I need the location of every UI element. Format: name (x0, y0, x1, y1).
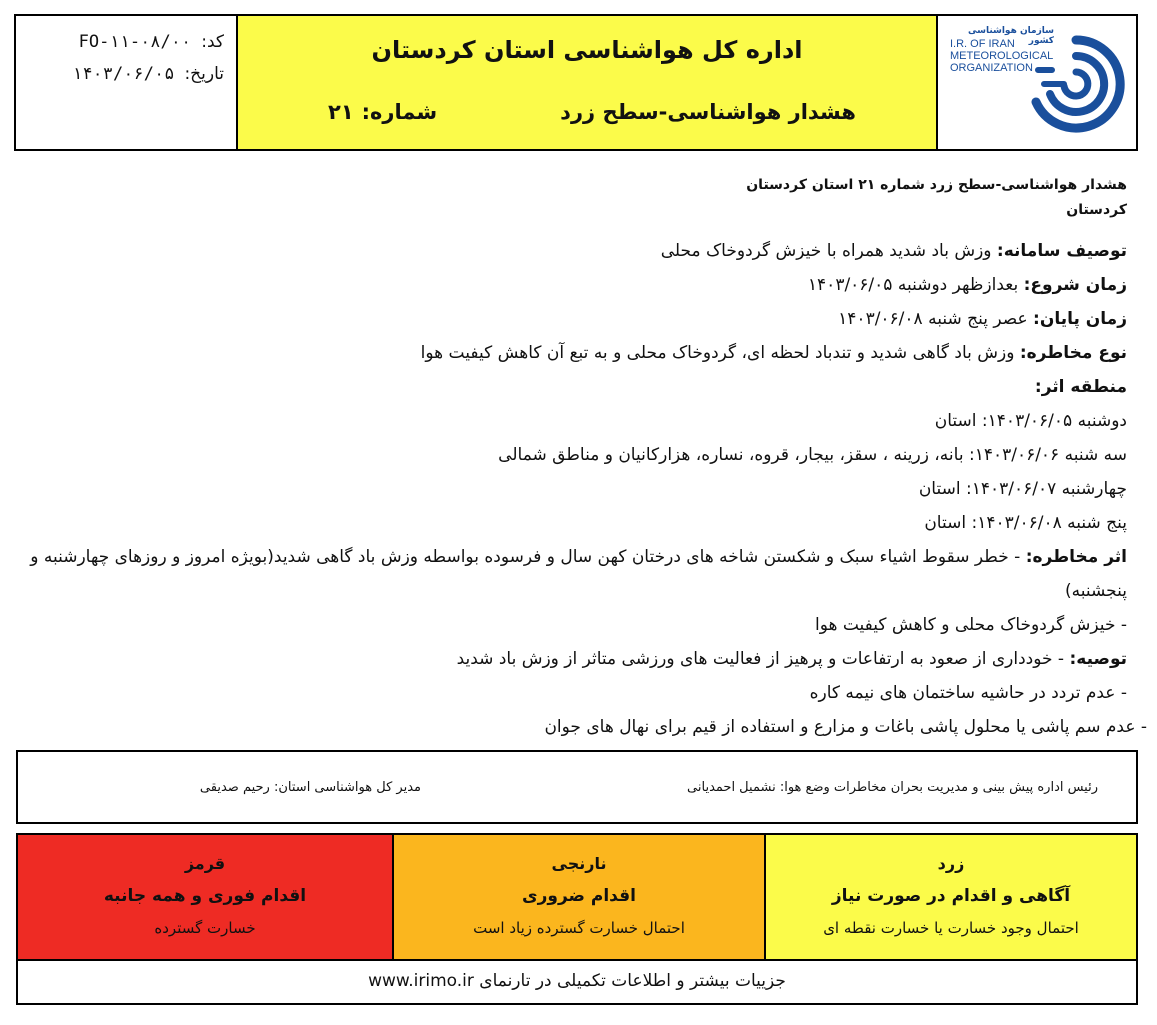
end-time (17, 302, 1127, 336)
logo-text-en-line: METEOROLOGICAL (950, 50, 1054, 62)
level-name: قرمز (184, 854, 226, 873)
effect-extra: - خیزش گردوخاک محلی و کاهش کیفیت هوا (814, 615, 1127, 635)
system-label: توصیف سامانه: (996, 241, 1127, 261)
warning-body (17, 170, 1147, 744)
level-name: نارنجی (551, 854, 607, 873)
end-value: عصر پنج شنبه ۱۴۰۳/۰۶/۰۸ (838, 309, 1028, 329)
document-header (14, 14, 1138, 151)
logo-text-fa: سازمان هواشناسی کشور (967, 26, 1054, 46)
start-label: زمان شروع: (1023, 275, 1127, 295)
area-label: منطقه اثر: (1034, 377, 1127, 397)
advice-extra-1: - عدم تردد در حاشیه ساختمان های نیمه کاره (809, 683, 1127, 703)
code-label: کد: (201, 32, 224, 52)
effect-value: - خطر سقوط اشیاء سبک و شکستن شاخه های درختان کهن سال و فرسوده بواسطه وزش باد گاهی شدید(بویژه امروز و روزهای چهارشنبه و پنجشنبه) (30, 547, 1127, 601)
level-action: آگاهی و اقدام در صورت نیاز (831, 886, 1071, 906)
level-description: احتمال خسارت گسترده زیاد است (473, 919, 685, 937)
level-red (18, 835, 392, 959)
advice-value: - خودداری از صعود به ارتفاعات و پرهیز از فعالیت های ورزشی متاثر از وزش باد شدید (456, 649, 1065, 669)
warning-level-title: هشدار هواشناسی-سطح زرد (560, 100, 856, 124)
warning-number-label: شماره: (361, 100, 438, 124)
code-row (79, 32, 224, 52)
code-value: FO-۱۱-۰۸/۰۰ (78, 32, 192, 52)
start-value: بعدازظهر دوشنبه ۱۴۰۳/۰۶/۰۵ (807, 275, 1019, 295)
level-action: اقدام ضروری (522, 886, 636, 906)
system-value: وزش باد شدید همراه با خیزش گردوخاک محلی (660, 241, 992, 261)
affected-area-heading (17, 370, 1127, 404)
forecast-head-name: نشمیل احمدیانی (687, 780, 776, 795)
end-label: زمان پایان: (1033, 309, 1127, 329)
logo-text-en-line: ORGANIZATION (950, 62, 1033, 74)
director-signature (200, 780, 421, 795)
warning-number-value: ۲۱ (328, 100, 354, 124)
date-label: تاریخ: (184, 64, 224, 84)
warning-number (328, 100, 437, 124)
warning-subject-continued: کردستان (1066, 202, 1127, 218)
director-label: مدیر کل هواشناسی استان: (273, 780, 421, 795)
org-title: اداره کل هواشناسی استان کردستان (371, 36, 803, 64)
hazard-value: وزش باد گاهی شدید و تندباد لحظه ای، گردوخاک محلی و به تبع آن کاهش کیفیت هوا (420, 343, 1015, 363)
logo-spiral-icon (1024, 32, 1128, 136)
level-description: خسارت گسترده (154, 919, 256, 937)
date-row (72, 64, 224, 84)
date-value: ۱۴۰۳/۰۶/۰۵ (72, 64, 175, 84)
area-day-3: چهارشنبه ۱۴۰۳/۰۶/۰۷: استان (918, 479, 1127, 499)
website-footer: جزییات بیشتر و اطلاعات تکمیلی در تارنمای www.irimo.ir (368, 971, 786, 991)
area-day-1: دوشنبه ۱۴۰۳/۰۶/۰۵: استان (934, 411, 1127, 431)
forecast-head-label: رئیس اداره پیش بینی و مدیریت بحران مخاطرات وضع هوا: (779, 780, 1098, 795)
header-title-panel (238, 16, 936, 149)
advice (17, 642, 1127, 676)
area-day-2: سه شنبه ۱۴۰۳/۰۶/۰۶: بانه، زرینه ، سقز، بیجار، قروه، نساره، هزارکانیان و مناطق شمالی (498, 445, 1127, 465)
area-day-4: پنج شنبه ۱۴۰۳/۰۶/۰۸: استان (924, 513, 1127, 533)
logo-text-en-line: I.R. OF IRAN (950, 38, 1015, 50)
advice-label: توصیه: (1069, 649, 1127, 669)
level-name: زرد (937, 854, 965, 873)
hazard-effect (17, 540, 1127, 608)
director-name: رحیم صدیقی (199, 780, 270, 795)
hazard-type (17, 336, 1127, 370)
start-time (17, 268, 1127, 302)
warning-level-legend (16, 833, 1138, 1005)
level-action: اقدام فوری و همه جانبه (103, 886, 307, 906)
level-yellow (764, 835, 1136, 959)
system-description (17, 234, 1127, 268)
hazard-label: نوع مخاطره: (1019, 343, 1127, 363)
level-orange (392, 835, 764, 959)
advice-extra-2: - عدم سم پاشی یا محلول پاشی باغات و مزارع و استفاده از قیم برای نهال های جوان (544, 717, 1147, 737)
level-description: احتمال وجود خسارت یا خسارت نقطه ای (823, 919, 1079, 937)
document-meta (16, 16, 238, 149)
effect-label: اثر مخاطره: (1025, 547, 1127, 567)
level-cards (18, 835, 1136, 961)
forecast-head-signature (687, 780, 1098, 795)
warning-subject: هشدار هواشناسی-سطح زرد شماره ۲۱ استان کردستان (746, 177, 1127, 193)
irimo-logo (936, 16, 1136, 149)
signature-box (16, 750, 1138, 824)
